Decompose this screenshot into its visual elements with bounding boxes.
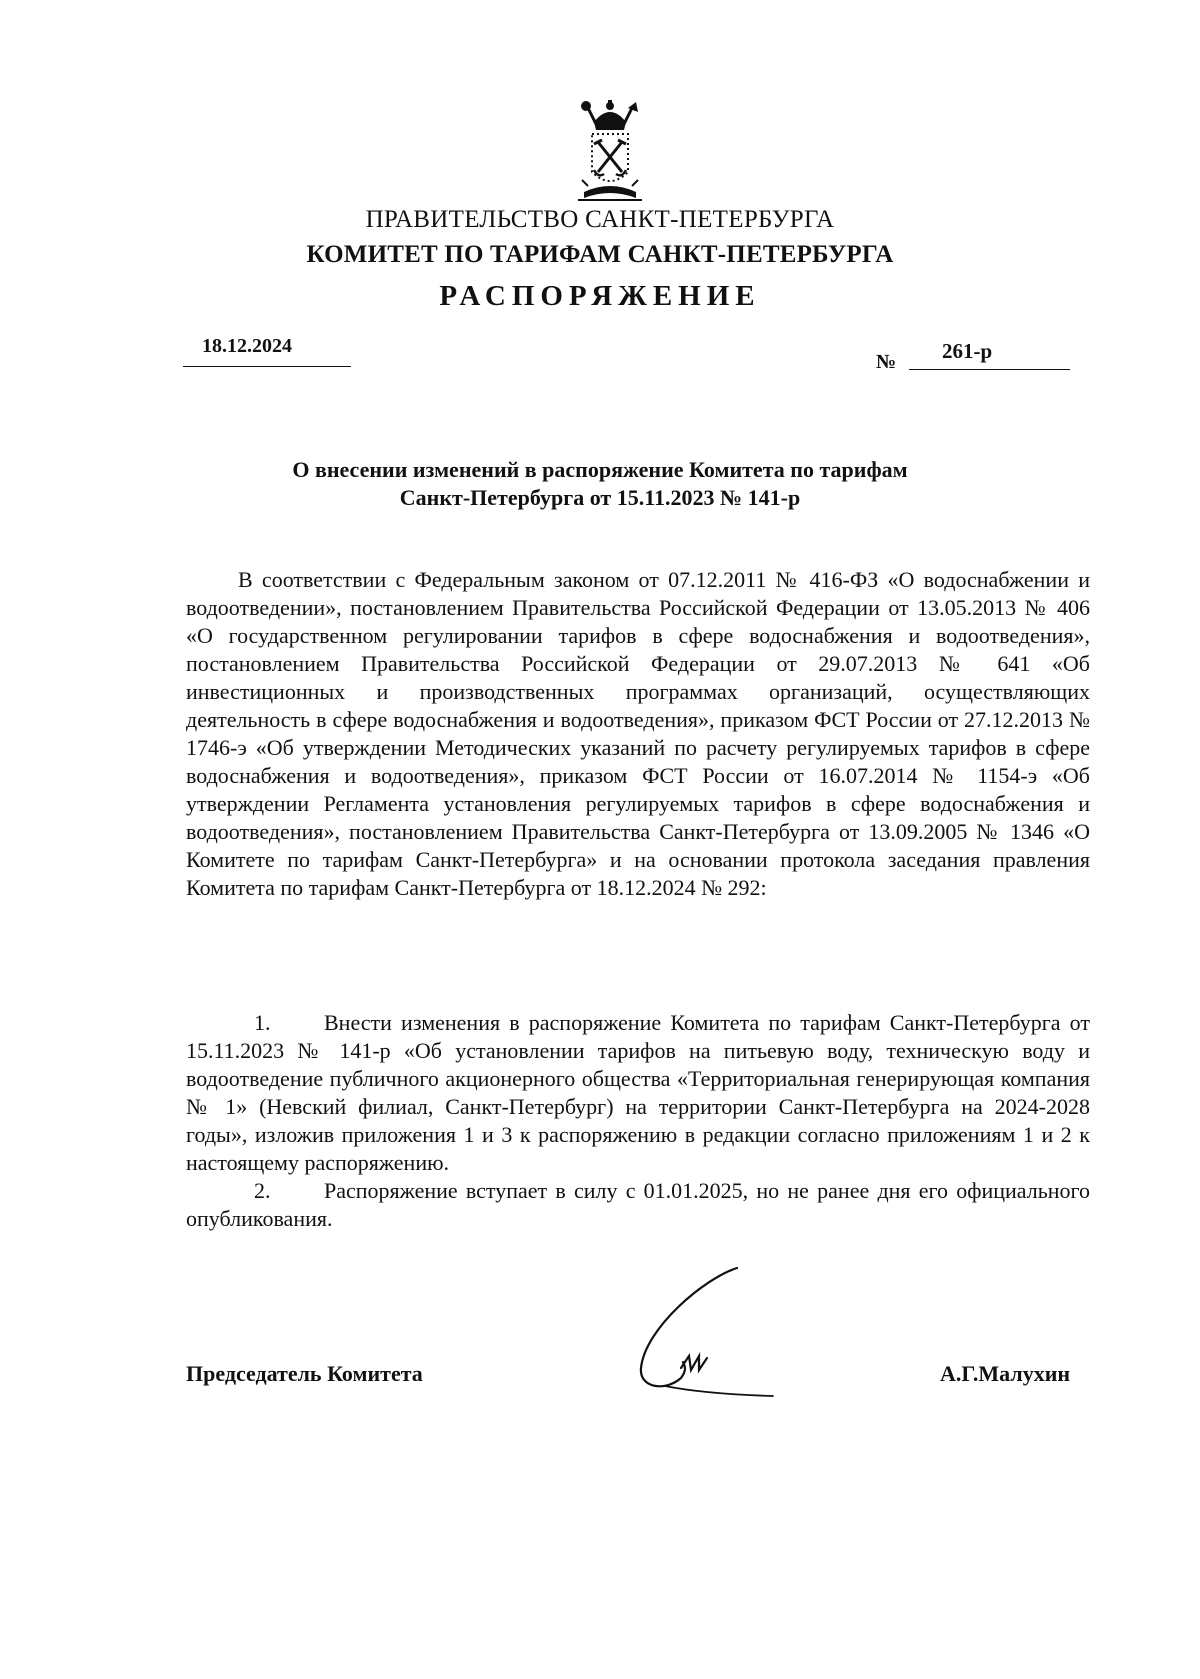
item-text: Внести изменения в распоряжение Комитета по тарифам Санкт-Петербурга от 15.11.2023 № 141-р «Об установлении тарифов на питьевую воду, техническую воду и водоотведение публичного акционерного общества «Территориальная генерирующая компания № 1» (Невский филиал, Санкт-Петербург) на территории Санкт-Петербурга на 2024-2028 годы», изложив приложения 1 и 3 к распоряжению в редакции согласно приложениям 1 и 2 к настоящему распоряжению. xyxy=(186,1010,1090,1175)
document-number: 261-р xyxy=(942,339,993,363)
item-text: Распоряжение вступает в силу с 01.01.2025, но не ранее дня его официального опубликования. xyxy=(186,1178,1090,1231)
document-title xyxy=(0,456,1200,512)
item-number: 1. xyxy=(254,1010,271,1035)
preamble-paragraph: В соответствии с Федеральным законом от 07.12.2011 № 416-ФЗ «О водоснабжении и водоотведении», постановлением Правительства Российской Федерации от 13.05.2013 № 406 «О государственном регулировании тарифов в сфере водоснабжения и водоотведения», постановлением Правительства Российской Федерации от 29.07.2013 № 641 «Об инвестиционных и производственных программах организаций, осуществляющих деятельность в сфере водоснабжения и водоотведения», приказом ФСТ России от 27.12.2013 № 1746-э «Об утверждении Методических указаний по расчету регулируемых тарифов в сфере водоснабжения и водоотведения», приказом ФСТ России от 16.07.2014 № 1154-э «Об утверждении Регламента установления регулируемых тарифов в сфере водоснабжения и водоотведения», постановлением Правительства Санкт-Петербурга от 13.09.2005 № 1346 «О Комитете по тарифам Санкт-Петербурга» и на основании протокола заседания правления Комитета по тарифам Санкт-Петербурга от 18.12.2024 № 292: xyxy=(186,567,1090,900)
document-date: 18.12.2024 xyxy=(202,335,292,357)
number-sign: № xyxy=(876,351,897,373)
title-line-1: О внесении изменений в распоряжение Комитета по тарифам xyxy=(292,457,908,482)
committee-name: КОМИТЕТ ПО ТАРИФАМ САНКТ-ПЕТЕРБУРГА xyxy=(306,241,894,268)
title-line-2: Санкт-Петербурга от 15.11.2023 № 141-р xyxy=(399,485,801,510)
list-item xyxy=(186,1009,1090,1177)
signer-name: А.Г.Малухин xyxy=(940,1361,1071,1386)
handwritten-signature-icon xyxy=(625,1258,775,1408)
document-type: РАСПОРЯЖЕНИЕ xyxy=(439,280,761,312)
coat-of-arms-icon xyxy=(564,100,656,210)
government-name: ПРАВИТЕЛЬСТВО САНКТ-ПЕТЕРБУРГА xyxy=(365,206,835,233)
preamble-block xyxy=(186,566,1090,902)
list-item xyxy=(186,1177,1090,1233)
items-list xyxy=(186,1009,1090,1233)
signer-position: Председатель Комитета xyxy=(186,1361,423,1386)
date-underline xyxy=(183,366,351,367)
number-underline xyxy=(909,369,1070,370)
item-number: 2. xyxy=(254,1178,271,1203)
